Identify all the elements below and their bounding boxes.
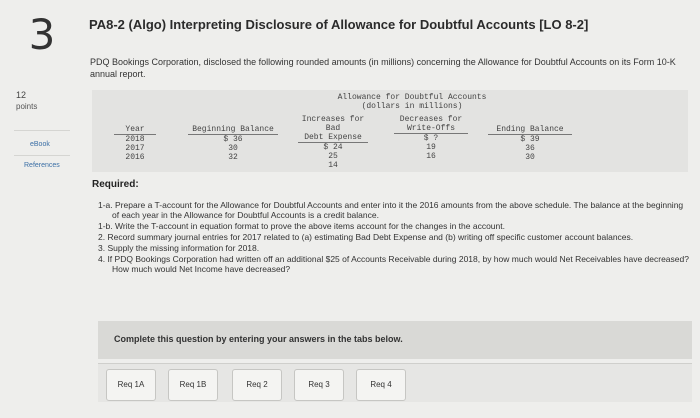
question-intro: PDQ Bookings Corporation, disclosed the following rounded amounts (in millions) concerning the Allowance for Doubtful Accounts on its Form 10-K annual report. — [90, 57, 676, 79]
requirement-item: 1-b. Write the T-account in equation format to prove the above items account for the changes in the account. — [98, 221, 505, 231]
table-cell: 16 — [426, 152, 436, 161]
table-cell: 2018 — [125, 135, 145, 144]
table-cell: $ ? — [423, 134, 439, 143]
table-cell: 25 — [328, 152, 338, 161]
requirements-list — [92, 200, 690, 275]
column-header: Year — [114, 125, 156, 135]
column-ending-balance — [488, 125, 572, 162]
sidebar-divider — [14, 130, 70, 131]
tab-req-2[interactable]: Req 2 — [232, 369, 282, 401]
question-title: PA8-2 (Algo) Interpreting Disclosure of Allowance for Doubtful Accounts [LO 8-2] — [89, 17, 589, 32]
requirement-item: 3. Supply the missing information for 2018. — [98, 243, 260, 253]
column-header: Ending Balance — [488, 125, 572, 135]
points-label: points — [16, 102, 38, 111]
column-header: Debt Expense — [298, 133, 368, 143]
requirement-tabs — [98, 363, 692, 402]
table-cell: 2016 — [125, 153, 145, 162]
column-increases — [298, 115, 368, 170]
column-beginning-balance — [188, 125, 278, 162]
allowance-table — [92, 90, 688, 172]
requirement-item: 4. If PDQ Bookings Corporation had written off an additional $25 of Accounts Receivable during 2018, by how much would Net Receivables have decreased? How much would Net Income have decreased? — [98, 254, 689, 274]
table-cell: 36 — [525, 144, 535, 153]
instruction-box — [98, 321, 692, 359]
table-cell: 30 — [525, 153, 535, 162]
tab-req-3[interactable]: Req 3 — [294, 369, 344, 401]
requirement-item: 2. Record summary journal entries for 2017 related to (a) estimating Bad Debt Expense and (b) writing off specific customer account balances. — [98, 232, 634, 242]
table-cell: $ 39 — [520, 135, 540, 144]
required-label: Required: — [92, 179, 139, 190]
ebook-link[interactable]: eBook — [30, 141, 50, 148]
table-title: Allowance for Doubtful Accounts — [337, 93, 487, 102]
column-header-line1: Decreases for — [399, 115, 463, 124]
column-decreases — [394, 115, 468, 161]
column-header: Beginning Balance — [188, 125, 278, 135]
requirement-item: 1-a. Prepare a T-account for the Allowance for Doubtful Accounts and enter into it the 2016 amounts from the above schedule. The balance at the beginning of each year in the Allowance for Doubtful Accounts is a credit balance. — [98, 200, 684, 220]
points-value: 12 — [16, 90, 27, 100]
question-number: 3 — [28, 10, 56, 59]
column-year — [114, 125, 156, 162]
tab-req-4[interactable]: Req 4 — [356, 369, 406, 401]
table-subtitle: (dollars in millions) — [361, 102, 463, 111]
references-link[interactable]: References — [24, 162, 60, 169]
instruction-text: Complete this question by entering your answers in the tabs below. — [114, 334, 403, 344]
tab-req-1b[interactable]: Req 1B — [168, 369, 218, 401]
table-cell: 32 — [228, 153, 238, 162]
table-cell: $ 36 — [223, 135, 243, 144]
tab-req-1a[interactable]: Req 1A — [106, 369, 156, 401]
table-cell: 2017 — [125, 144, 145, 153]
table-cell: 14 — [328, 161, 338, 170]
column-header-line1: Increases for Bad — [301, 115, 365, 133]
column-header: Write-Offs — [394, 124, 468, 134]
table-cell: 19 — [426, 143, 436, 152]
table-cell: $ 24 — [323, 143, 343, 152]
table-cell: 30 — [228, 144, 238, 153]
sidebar-divider — [14, 155, 70, 156]
